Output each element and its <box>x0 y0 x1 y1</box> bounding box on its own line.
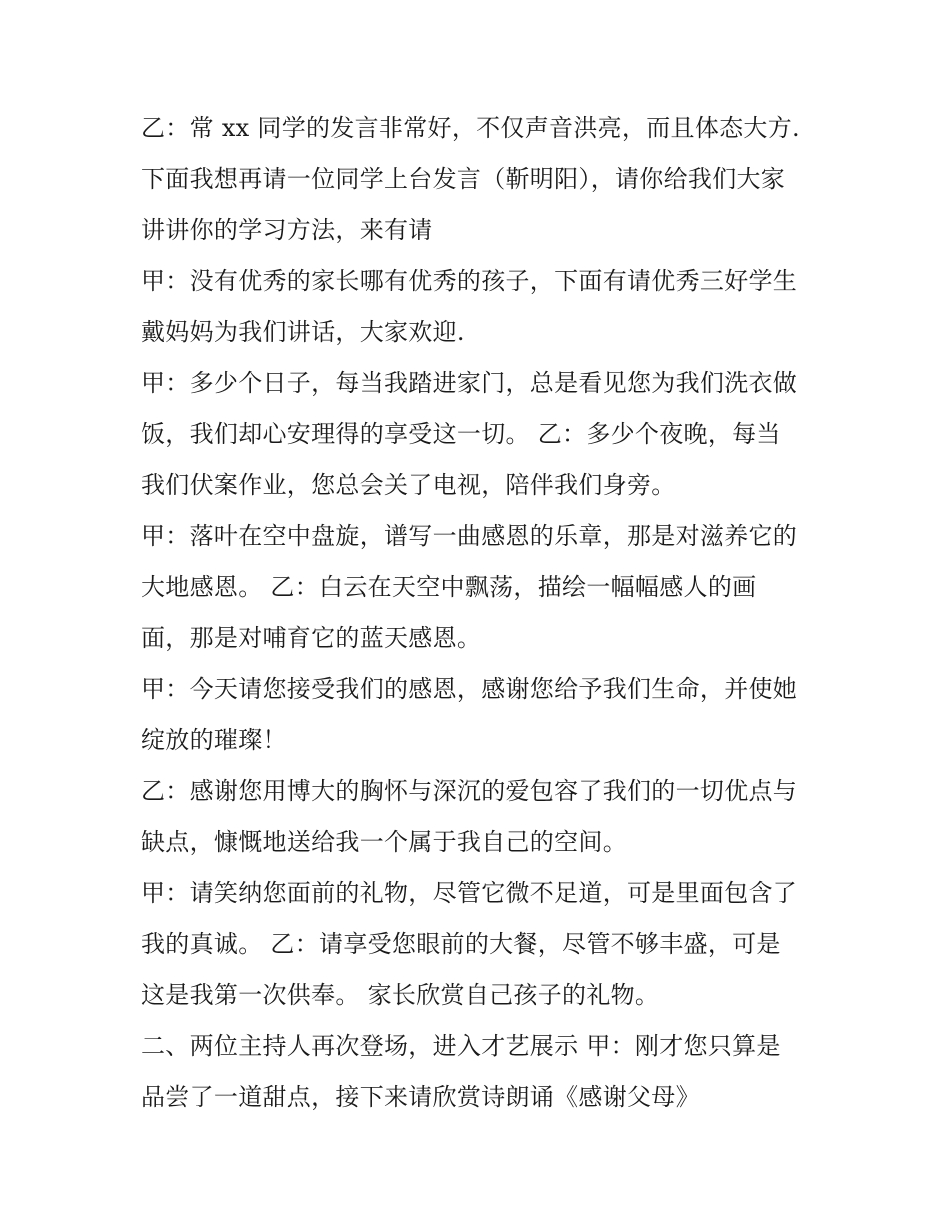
text-line: 甲：落叶在空中盘旋，谱写一曲感恩的乐章，那是对滋养它的 <box>141 522 798 550</box>
text-line: 我的真诚。 乙：请享受您眼前的大餐，尽管不够丰盛，可是 <box>141 930 781 958</box>
text-line: 甲：多少个日子，每当我踏进家门，总是看见您为我们洗衣做 <box>141 369 798 397</box>
text-line: 大地感恩。 乙：白云在天空中飘荡，描绘一幅幅感人的画 <box>141 573 757 601</box>
text-line: 乙：常 xx 同学的发言非常好，不仅声音洪亮，而且体态大方. <box>141 114 800 142</box>
text-line: 戴妈妈为我们讲话，大家欢迎. <box>141 318 465 346</box>
text-line: 品尝了一道甜点，接下来请欣赏诗朗诵《感谢父母》 <box>141 1083 700 1111</box>
text-line: 下面我想再请一位同学上台发言（靳明阳），请你给我们大家 <box>141 165 786 193</box>
text-line: 二、两位主持人再次登场，进入才艺展示 甲：刚才您只算是 <box>141 1032 781 1060</box>
text-line: 面，那是对哺育它的蓝天感恩。 <box>141 624 482 652</box>
text-line: 甲：今天请您接受我们的感恩，感谢您给予我们生命，并使她 <box>141 675 798 703</box>
document-body <box>141 103 821 1123</box>
text-line: 这是我第一次供奉。 家长欣赏自己孩子的礼物。 <box>141 981 660 1009</box>
text-line: 讲讲你的学习方法，来有请 <box>141 216 433 244</box>
text-line: 甲：没有优秀的家长哪有优秀的孩子，下面有请优秀三好学生 <box>141 267 798 295</box>
text-line: 我们伏案作业，您总会关了电视，陪伴我们身旁。 <box>141 471 676 499</box>
text-line: 甲：请笑纳您面前的礼物，尽管它微不足道，可是里面包含了 <box>141 879 798 907</box>
text-line: 缺点，慷慨地送给我一个属于我自己的空间。 <box>141 828 627 856</box>
text-line: 绽放的璀璨！ <box>141 726 287 754</box>
text-line: 饭，我们却心安理得的享受这一切。 乙：多少个夜晚，每当 <box>141 420 781 448</box>
text-line: 乙：感谢您用博大的胸怀与深沉的爱包容了我们的一切优点与 <box>141 777 798 805</box>
